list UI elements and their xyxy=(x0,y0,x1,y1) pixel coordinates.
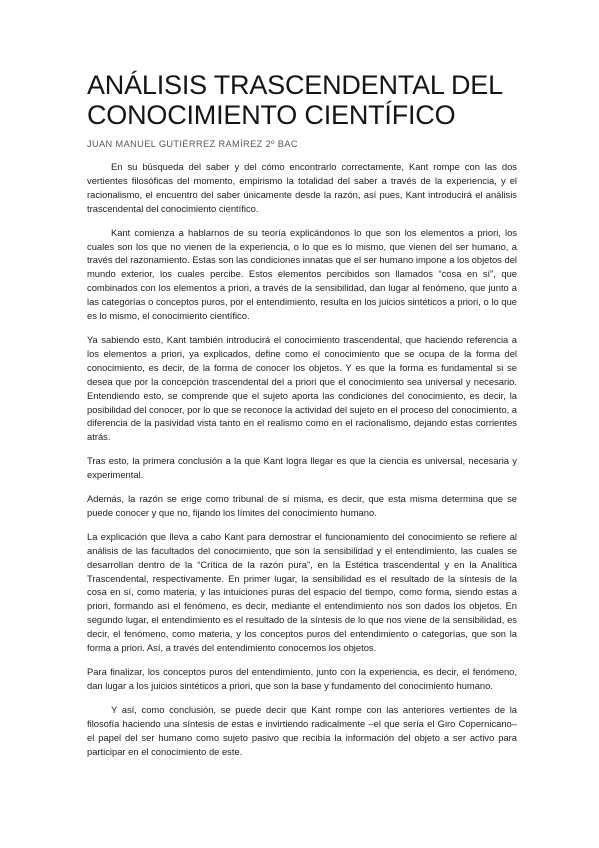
document-title xyxy=(87,70,527,130)
paragraph-5: Además, la razón se erige como tribunal de sí misma, es decir, que esta misma determina que se puede conocer y que no, fijando los límites del conocimiento humano. xyxy=(87,493,517,518)
paragraph-1: En su búsqueda del saber y del cómo encontrarlo correctamente, Kant rompe con las dos vertientes filosóficas del momento, empirismo la totalidad del saber a través de la experiencia, y el racionalismo, el encuentro del saber únicamente desde la razón, así pues, Kant introducirá el análisis trascendental del conocimiento científico. xyxy=(87,161,517,214)
paragraph-3: Ya sabiendo esto, Kant también introducirá el conocimiento trascendental, que haciendo referencia a los elementos a priori, ya explicados, define como el conocimiento que se ocupa de la forma del conocimiento, es decir, de la forma de conocer los objetos. Y es que la forma es fundamental si se desea que por la concepción trascendental del a priori que el conocimiento sea universal y necesario. Entendiendo esto, se comprende que el sujeto aporta las condiciones del conocimiento, es decir, la posibilidad del conocer, por lo que se reconoce la actividad del sujeto en el proceso del conocimiento, a diferencia de la pasividad vista tanto en el realismo como en el racionalismo, dejando estas corrientes atrás. xyxy=(87,333,517,443)
paragraph-2: Kant comienza a hablarnos de su teoría explicándonos lo que son los elementos a priori, los cuales son los que no vienen de la experiencia, o lo que es lo mismo, que vienen del ser humano, a través del razonamiento. Estas son las condiciones innatas que el ser humano impone a los objetos del mundo exterior, los cuales percibe. Estos elementos percibidos son llamados “cosa en sí”, que combinados con los elementos a priori, a través de la sensibilidad, dan lugar al fenómeno, que junto a las categorías o conceptos puros, por el entendimiento, resulta en los juicios sintéticos a priori, o lo que es lo mismo, el conocimiento científico. xyxy=(87,226,517,322)
paragraph-6: La explicación que lleva a cabo Kant para demostrar el funcionamiento del conocimiento se refiere al análisis de las facultados del conocimiento, que son la sensibilidad y el entendimiento, las cuales se desarrollan dentro de la “Crítica de la razón pura”, en la Estética trascendental y en la Analítica Trascendental, respectivamente. En primer lugar, la sensibilidad es el resultado de la síntesis de la cosa en sí, como materia, y las intuiciones puras del espacio del tiempo, como forma, siendo estas a priori, formando así el fenómeno, es decir, mediante el entendimiento nos son dados los objetos. En segundo lugar, el entendimiento es el resultado de la síntesis de lo que nos viene de la sensibilidad, es decir, el fenómeno, como materia, y los conceptos puros del entendimiento o categorías, que son la forma a priori. Así, a través del entendimiento conocemos los objetos. xyxy=(87,530,517,654)
document-body xyxy=(87,160,517,768)
author-line: JUAN MANUEL GUTIÉRREZ RAMÍREZ 2º BAC xyxy=(87,139,298,149)
paragraph-8: Y así, como conclusión, se puede decir que Kant rompe con las anteriores vertientes de la filosofía haciendo una síntesis de estas e invirtiendo radicalmente –el que sería el Giro Copernicano– el papel del ser humano como sujeto pasivo que recibía la información del objeto a ser activo para participar en el conocimiento de este. xyxy=(87,703,517,757)
paragraph-4: Tras esto, la primera conclusión a la que Kant logra llegar es que la ciencia es universal, necesaria y experimental. xyxy=(87,455,517,481)
title-line-1: ANÁLISIS TRASCENDENTAL DEL xyxy=(87,70,503,100)
title-line-2: CONOCIMIENTO CIENTÍFICO xyxy=(87,100,456,130)
paragraph-7: Para finalizar, los conceptos puros del entendimiento, junto con la experiencia, es decir, el fenómeno, dan lugar a los juicios sintéticos a priori, que son la base y fundamento del conocimiento humano. xyxy=(87,666,517,691)
